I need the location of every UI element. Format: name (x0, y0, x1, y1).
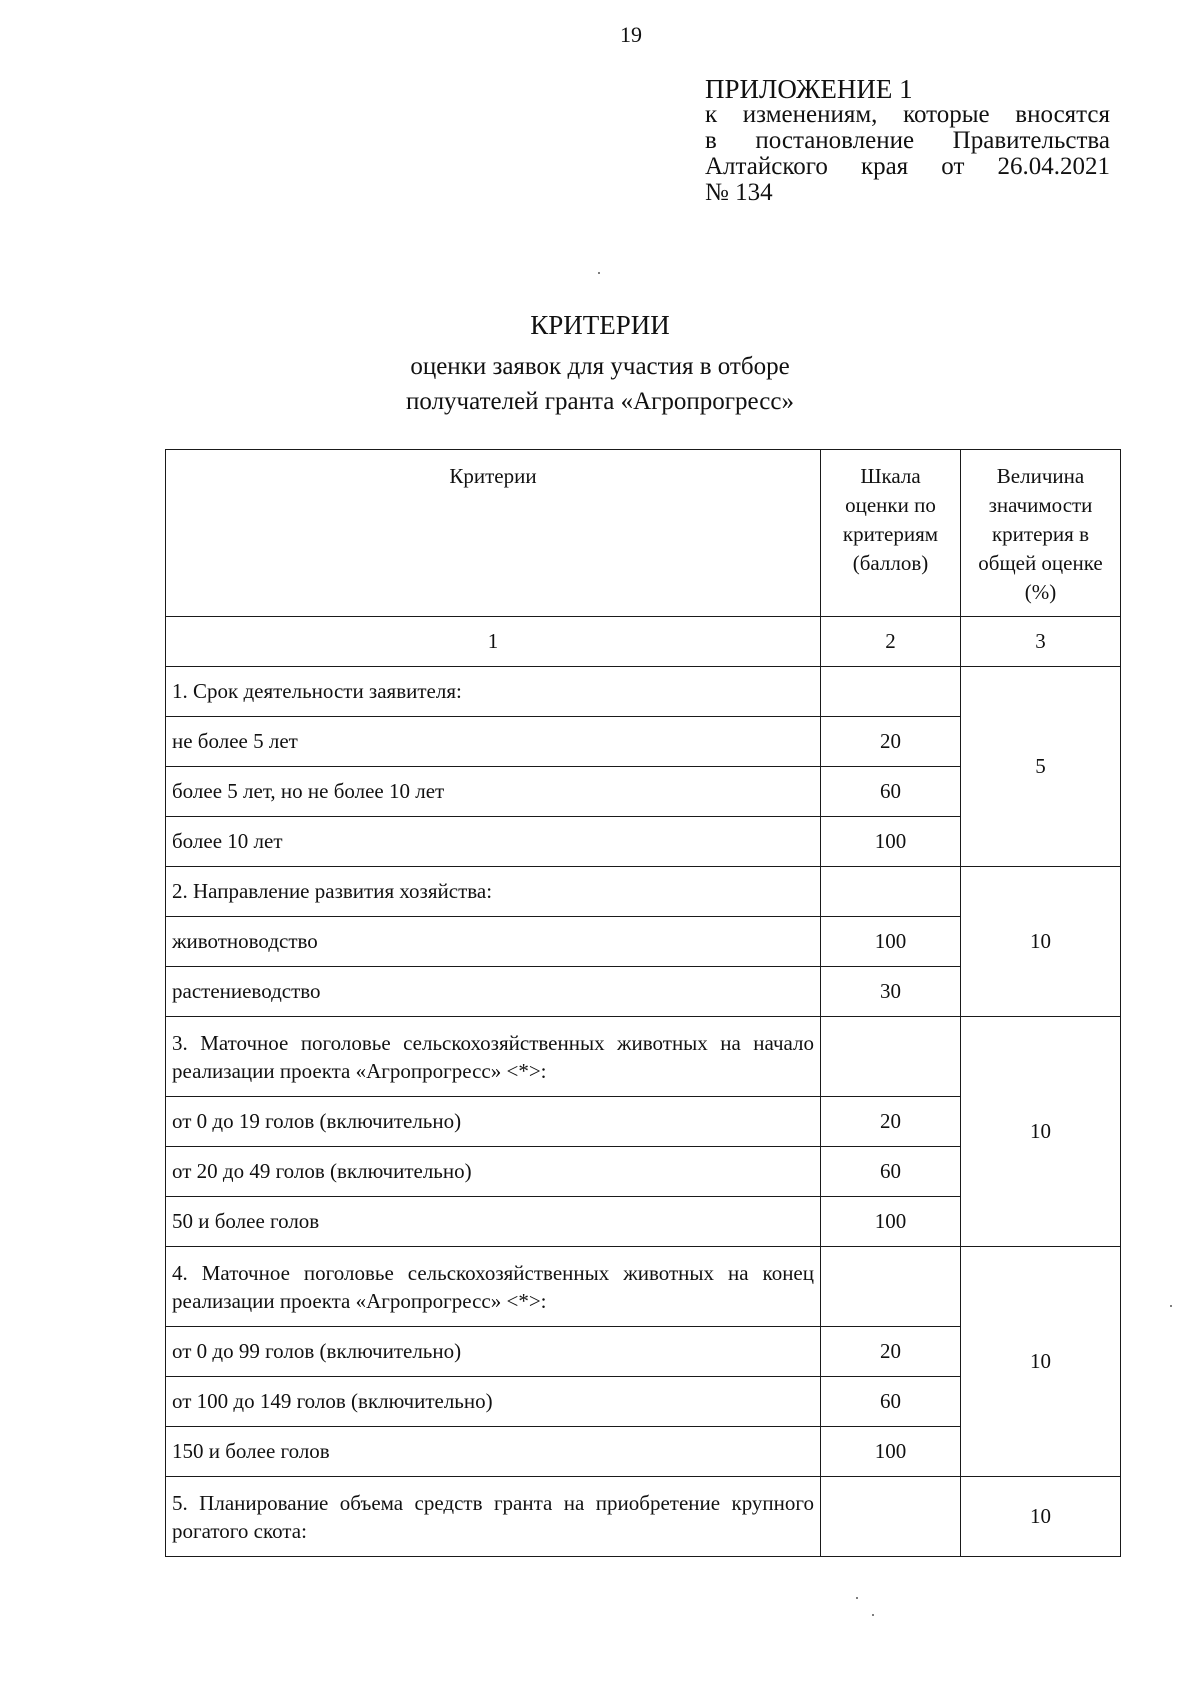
appendix-line: к изменениям, которые вносятся (705, 101, 1110, 128)
weight-cell: 10 (961, 1017, 1121, 1247)
weight-cell: 5 (961, 667, 1121, 867)
points-cell: 20 (821, 1327, 961, 1377)
option-label: от 0 до 99 голов (включительно) (166, 1327, 821, 1377)
group-title-row (166, 1477, 1121, 1557)
points-cell: 100 (821, 817, 961, 867)
option-label: от 0 до 19 голов (включительно) (166, 1097, 821, 1147)
points-cell: 100 (821, 917, 961, 967)
page-number: 19 (620, 22, 642, 47)
option-label: животноводство (166, 917, 821, 967)
appendix-block (705, 76, 1110, 206)
group-title: 3. Маточное поголовье сельскохозяйственных животных на начало реализации проекта «Агропрогресс» <*>: (166, 1017, 821, 1097)
weight-cell: 10 (961, 867, 1121, 1017)
table-header-row (166, 450, 1121, 617)
points-cell: 20 (821, 1097, 961, 1147)
group-title: 2. Направление развития хозяйства: (166, 867, 821, 917)
points-cell (821, 1017, 961, 1097)
weight-cell: 10 (961, 1247, 1121, 1477)
group-title: 1. Срок деятельности заявителя: (166, 667, 821, 717)
weight-cell: 10 (961, 1477, 1121, 1557)
group-title: 4. Маточное поголовье сельскохозяйственных животных на конец реализации проекта «Агропрогресс» <*>: (166, 1247, 821, 1327)
points-cell: 60 (821, 1147, 961, 1197)
option-label: растениеводство (166, 967, 821, 1017)
appendix-line: в постановление Правительства (705, 127, 1110, 154)
points-cell: 60 (821, 1377, 961, 1427)
points-cell (821, 1477, 961, 1557)
option-label: от 20 до 49 голов (включительно) (166, 1147, 821, 1197)
scan-speck (1170, 1305, 1172, 1307)
points-cell (821, 1247, 961, 1327)
scan-speck (872, 1614, 874, 1616)
option-label: 50 и более голов (166, 1197, 821, 1247)
header-scale: Шкала оценки по критериям (баллов) (821, 450, 961, 617)
group-title-row (166, 1247, 1121, 1327)
scan-speck (856, 1597, 858, 1599)
column-number: 2 (821, 617, 961, 667)
group-title-row (166, 667, 1121, 717)
appendix-title: ПРИЛОЖЕНИЕ 1 (705, 74, 913, 104)
option-label: более 5 лет, но не более 10 лет (166, 767, 821, 817)
points-cell: 20 (821, 717, 961, 767)
option-label: более 10 лет (166, 817, 821, 867)
points-cell (821, 667, 961, 717)
document-subtitle: оценки заявок для участия в отборе (410, 353, 790, 380)
option-label: 150 и более голов (166, 1427, 821, 1477)
option-label: не более 5 лет (166, 717, 821, 767)
points-cell (821, 867, 961, 917)
criteria-table (165, 449, 1121, 1557)
column-number: 1 (166, 617, 821, 667)
header-weight: Величина значимости критерия в общей оценке (%) (961, 450, 1121, 617)
group-title: 5. Планирование объема средств гранта на приобретение крупного рогатого скота: (166, 1477, 821, 1557)
column-number: 3 (961, 617, 1121, 667)
group-title-row (166, 1017, 1121, 1097)
group-title-row (166, 867, 1121, 917)
scan-speck (598, 272, 600, 274)
points-cell: 60 (821, 767, 961, 817)
appendix-line: № 134 (705, 179, 773, 206)
option-label: от 100 до 149 голов (включительно) (166, 1377, 821, 1427)
appendix-line: Алтайского края от 26.04.2021 (705, 153, 1110, 180)
document-title: КРИТЕРИИ (530, 310, 670, 340)
points-cell: 100 (821, 1427, 961, 1477)
document-subtitle: получателей гранта «Агропрогресс» (406, 388, 794, 415)
header-criteria: Критерии (166, 450, 821, 617)
points-cell: 30 (821, 967, 961, 1017)
column-number-row (166, 617, 1121, 667)
points-cell: 100 (821, 1197, 961, 1247)
